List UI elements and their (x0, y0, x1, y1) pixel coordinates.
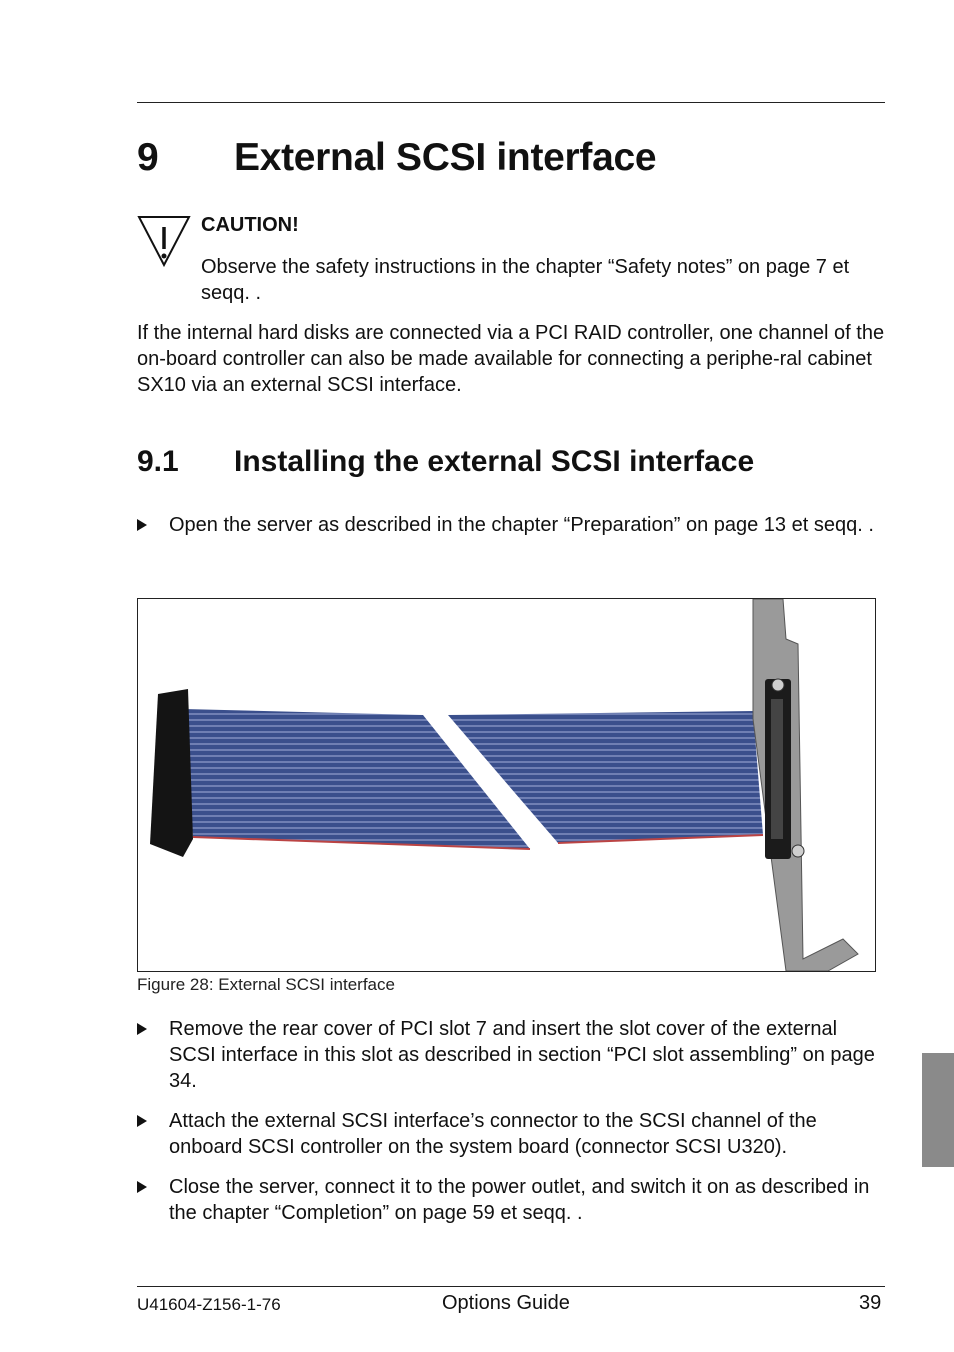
page-number: 39 (859, 1292, 882, 1314)
footer-rule (137, 1286, 885, 1287)
step-text: Remove the rear cover of PCI slot 7 and insert the slot cover of the external SCSI interface in this slot as described in section “PCI slot assembling” on page 34. (169, 1018, 875, 1092)
intro-paragraph: If the internal hard disks are connected via a PCI RAID controller, one channel of the on-board controller can also be made available for connecting a periphe-ral cabinet SX10 via an external SCSI interface. (137, 322, 885, 396)
section-number: 9.1 (137, 445, 179, 478)
chapter-title: External SCSI interface (234, 136, 657, 179)
header-rule (137, 102, 885, 103)
warning-triangle-icon (137, 215, 191, 269)
section-title: Installing the external SCSI interface (234, 445, 755, 478)
step-text: Attach the external SCSI interface’s connector to the SCSI channel of the onboard SCSI controller on the system board (connector SCSI U320). (169, 1110, 817, 1158)
caution-text: Observe the safety instructions in the chapter “Safety notes” on page 7 et seqq. . (201, 256, 850, 304)
chapter-thumb-tab (922, 1053, 954, 1167)
bullet-arrow-icon (137, 1023, 147, 1035)
step-text: Close the server, connect it to the power outlet, and switch it on as described in the chapter “Completion” on page 59 et seqq. . (169, 1176, 870, 1224)
footer-title: Options Guide (442, 1292, 570, 1314)
footer-doc-id: U41604-Z156-1-76 (137, 1295, 281, 1314)
caution-heading: CAUTION! (201, 214, 299, 236)
bullet-arrow-icon (137, 1181, 147, 1193)
bullet-arrow-icon (137, 1115, 147, 1127)
step-text: Open the server as described in the chapter “Preparation” on page 13 et seqq. . (169, 514, 874, 536)
chapter-number: 9 (137, 136, 159, 179)
bullet-arrow-icon (137, 519, 147, 531)
scsi-cable-photo (138, 599, 876, 972)
figure-scsi-cable (137, 598, 876, 972)
figure-caption: Figure 28: External SCSI interface (137, 975, 395, 994)
